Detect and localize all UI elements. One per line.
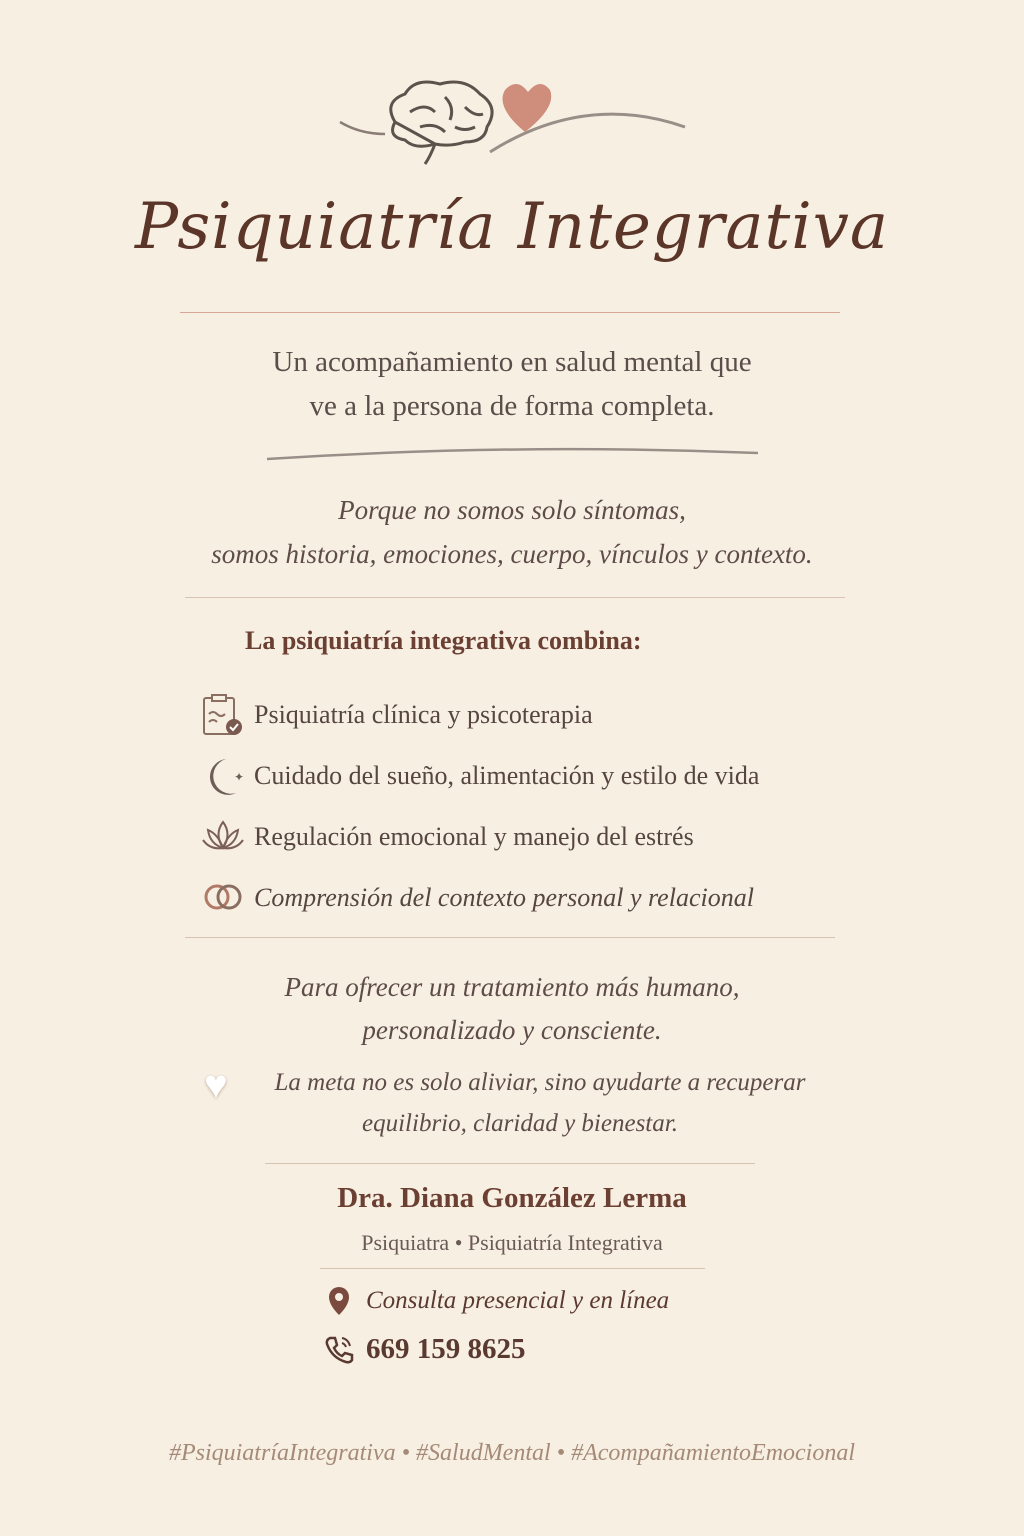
closing-line: personalizado y consciente. bbox=[362, 1015, 662, 1045]
list-item-label: Cuidado del sueño, alimentación y estilo de vida bbox=[254, 760, 760, 790]
subtitle bbox=[0, 340, 1024, 428]
list-item-label: Regulación emocional y manejo del estrés bbox=[254, 821, 694, 851]
wave-divider bbox=[265, 445, 760, 465]
white-heart-icon: ♥ bbox=[204, 1062, 228, 1107]
divider bbox=[265, 1163, 755, 1164]
goal-line: equilibrio, claridad y bienestar. bbox=[362, 1110, 678, 1137]
divider bbox=[180, 312, 840, 313]
location-row bbox=[322, 1284, 669, 1318]
moon-star-icon bbox=[200, 753, 246, 799]
lotus-icon bbox=[200, 814, 246, 860]
brain-heart-logo bbox=[335, 72, 695, 172]
subtitle-line: ve a la persona de forma completa. bbox=[309, 390, 715, 422]
clipboard-check-icon bbox=[200, 692, 246, 738]
doctor-role: Psiquiatra • Psiquiatría Integrativa bbox=[361, 1230, 663, 1255]
goal-line: La meta no es solo aliviar, sino ayudarte a recuperar bbox=[274, 1069, 806, 1096]
phone-number[interactable]: 669 159 8625 bbox=[366, 1332, 526, 1365]
goal-text bbox=[200, 1062, 840, 1144]
list-item bbox=[200, 806, 759, 867]
phone-icon bbox=[322, 1332, 356, 1366]
closing-text bbox=[0, 966, 1024, 1052]
list-item-label: Comprensión del contexto personal y relacional bbox=[254, 882, 754, 912]
combina-list bbox=[200, 684, 759, 928]
quote bbox=[0, 488, 1024, 576]
list-item bbox=[200, 684, 759, 745]
closing-line: Para ofrecer un tratamiento más humano, bbox=[284, 972, 740, 1002]
brain-icon bbox=[391, 82, 492, 164]
list-item bbox=[200, 867, 759, 928]
divider bbox=[185, 937, 835, 938]
rings-icon bbox=[200, 875, 246, 921]
quote-line: Porque no somos solo síntomas, bbox=[338, 495, 686, 525]
combina-heading: La psiquiatría integrativa combina: bbox=[245, 626, 642, 655]
page-title: Psiquiatría Integrativa bbox=[134, 190, 890, 264]
subtitle-line: Un acompañamiento en salud mental que bbox=[272, 346, 752, 378]
list-item-label: Psiquiatría clínica y psicoterapia bbox=[254, 699, 593, 729]
quote-line: somos historia, emociones, cuerpo, vínculos y contexto. bbox=[211, 539, 813, 569]
divider bbox=[185, 597, 845, 598]
map-pin-icon bbox=[322, 1284, 356, 1318]
hashtags: #PsiquiatríaIntegrativa • #SaludMental • #AcompañamientoEmocional bbox=[168, 1440, 856, 1466]
list-item bbox=[200, 745, 759, 806]
divider bbox=[320, 1268, 705, 1269]
location-text: Consulta presencial y en línea bbox=[366, 1287, 670, 1314]
svg-text:✦: ✦ bbox=[234, 769, 245, 784]
doctor-name: Dra. Diana González Lerma bbox=[337, 1182, 687, 1214]
phone-row[interactable] bbox=[322, 1332, 526, 1366]
